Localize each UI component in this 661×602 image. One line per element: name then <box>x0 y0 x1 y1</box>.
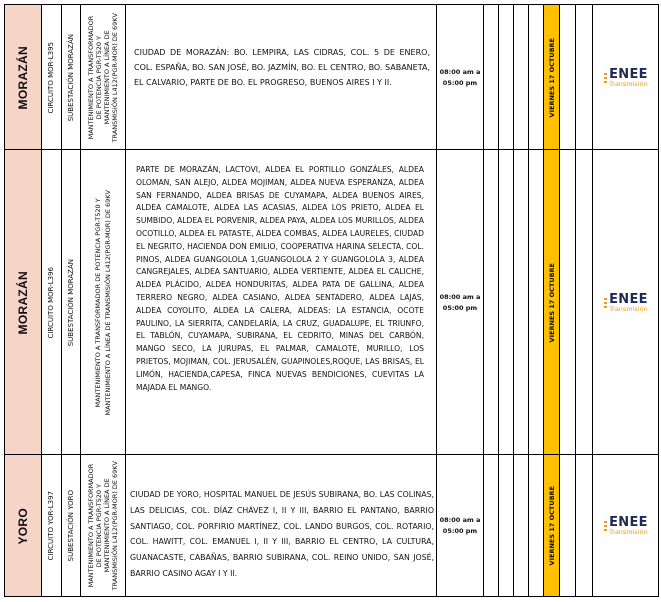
table-row <box>4 454 659 597</box>
empty-cell <box>483 5 498 150</box>
logo-name: ENEE <box>609 515 648 531</box>
date-cell <box>543 455 559 597</box>
substation-cell <box>61 150 80 455</box>
department-cell <box>4 5 41 150</box>
time-start: 08:00 am a <box>439 292 481 301</box>
work-description: MANTENIMIENTO A TRANSFORMADOR DE POTENCIA PGR-T520 Y MANTENIMIENTO A LÍNEA DE TRANSMISIÓN L412(PGR-MOR) DE 69KV <box>94 189 112 416</box>
work-cell <box>80 5 125 150</box>
empty-cell <box>513 5 528 150</box>
time-cell <box>436 455 483 597</box>
empty-cell <box>559 5 575 150</box>
empty-cell <box>528 455 543 597</box>
substation-name: SUBESTACIÓN MORAZÁN <box>66 258 75 347</box>
substation-name: SUBESTACIÓN YORO <box>66 490 75 562</box>
table-row <box>4 149 659 455</box>
affected-areas-text: PARTE DE MORAZÁN, LACTOVI, ALDEA EL PORTILLO GONZÁLES, ALDEA OLOMAN, SAN ALEJO, ALDEA MOJIMAN, ALDEA NUEVA ESPERANZA, ALDEA SAN FERNANDO, ALDEA BRISAS DE CUYAMAPA, ALDEA BUENOS AIRES, ALDEA CAMALOTE, ALDEA LAS ACASIAS, ALDEA LOS PRIETO, ALDEA EL SUMBIDO, ALDEA EL PORVENIR, ALDEA PAYA, ALDEA LOS MURILLOS, ALDEA OCOTILLO, ALDEA EL PATASTE, ALDEA COMBAS, ALDEA LAURELES, CIUDAD EL NEGRITO, HACIENDA DON EMILIO, COOPERATIVA HARINA SELECTA, COL. PINOS, ALDEA GUANGOLOLA 1,GUANGOLOLA 2 Y GUANGOLOLA 3, ALDEA CANGREJALES, ALDEA SANTUARIO, ALDEA VERTIENTE, ALDEA EL CALICHE, ALDEA PLÁCIDO, ALDEA HONDURITAS, ALDEA PATA DE GALLINA, ALDEA TERRERO NEGRO, ALDEA CASIANO, ALDEA SENTADERO, ALDEA LAJAS, ALDEA COYOLITO, ALDEA LA CALERA, ALDEAS: LA ESTANCIA, OCOTE PAULINO, LA SIERRITA, CANDELARÍA, LA CRUZ, GUADALUPE, EL TRIUNFO, EL TABLÓN, CUYAMAPA, SUBIRANA, EL CEDRITO, MINAS DEL CARBÓN, MANGO SECO, LA JURUPAS, EL PALMAR, CAMALOTE, MURILLO, LOS PRIETOS, MOJIMAN, COL. JERUSALÉN, GUAPINOLES,ROQUE, LAS BRISAS, EL LIMÓN, HACIENDA,CAPESA, FINCA NUEVAS BENDICIONES, CUEVITAS LA MAJADA EL MANGO. <box>136 165 424 392</box>
time-cell <box>436 150 483 455</box>
circuit-cell <box>41 5 61 150</box>
work-cell <box>80 455 125 597</box>
empty-cell <box>559 150 575 455</box>
empty-cell <box>513 455 528 597</box>
circuit-name: CIRCUITO MOR-L395 <box>47 41 55 114</box>
substation-cell <box>61 455 80 597</box>
logo-name: ENEE <box>609 66 648 82</box>
substation-name: SUBESTACIÓN MORAZÁN <box>66 33 75 122</box>
work-description: MANTENIMIENTO A TRANSFORMADOR DE POTENCIA PGR-T520 Y MANTENIMIENTO A LÍNEA DE TRANSMISIÓN L412(PGR-MOR) DE 69KV <box>87 461 119 591</box>
time-start: 08:00 am a <box>439 67 481 76</box>
enee-logo <box>604 293 648 313</box>
department-cell <box>4 455 41 597</box>
department-cell <box>4 150 41 455</box>
department-name: MORAZÁN <box>16 270 30 335</box>
empty-cell <box>575 455 592 597</box>
logo-subtitle: Transmisión <box>609 528 648 537</box>
affected-areas-cell <box>125 455 436 597</box>
circuit-name: CIRCUITO MOR-L396 <box>47 266 55 339</box>
logo-name: ENEE <box>609 291 648 307</box>
time-start: 08:00 am a <box>439 516 481 524</box>
date-cell <box>543 150 559 455</box>
enee-mark-icon <box>604 72 607 84</box>
enee-logo <box>604 516 648 536</box>
empty-cell <box>575 5 592 150</box>
logo-cell <box>592 5 659 150</box>
empty-cell <box>559 455 575 597</box>
logo-cell <box>592 455 659 597</box>
empty-cell <box>498 5 513 150</box>
logo-subtitle: Transmisión <box>609 304 648 313</box>
affected-areas-cell <box>125 150 436 455</box>
empty-cell <box>513 150 528 455</box>
circuit-name: CIRCUITO YOR-L397 <box>47 491 55 561</box>
empty-cell <box>498 150 513 455</box>
empty-cell <box>483 150 498 455</box>
date-label: VIERNES 17 OCTUBRE <box>547 262 556 343</box>
time-end: 05:00 pm <box>442 78 478 87</box>
affected-areas-text: CIUDAD DE YORO, HOSPITAL MANUEL DE JESÚS SUBIRANA, BO. LAS COLINAS, LAS DELICIAS, COL. DÍAZ CHÁVEZ I, II Y III, BARRIO EL PANTANO, BARRIO SANTIAGO, COL. PORFIRIO MARTÍNEZ, COL. LANDO BURGOS, COL. ROTARIO, COL. HAWITT, COL. EMANUEL I, II Y III, BARRIO EL CENTRO, LA CULTURA, GUANACASTE, CABAÑAS, BARRIO SUBIRANA, COL. REINO UNIDO, SAN JOSÉ, BARRIO CASINO AGAY I Y II. <box>130 490 434 578</box>
enee-mark-icon <box>604 520 607 532</box>
time-cell <box>436 5 483 150</box>
logo-cell <box>592 150 659 455</box>
logo-subtitle: Transmisión <box>609 79 648 88</box>
date-label: VIERNES 17 OCTUBRE <box>547 37 556 118</box>
enee-mark-icon <box>604 297 607 309</box>
empty-cell <box>483 455 498 597</box>
enee-logo <box>604 68 648 88</box>
empty-cell <box>575 150 592 455</box>
empty-cell <box>498 455 513 597</box>
time-end: 05:00 pm <box>442 303 478 312</box>
work-description: MANTENIMIENTO A TRANSFORMADOR DE POTENCIA PGR-T520 Y MANTENIMIENTO A LÍNEA DE TRANSMISIÓN L412(PGR-MOR) DE 69KV <box>87 12 119 143</box>
affected-areas-cell <box>125 5 436 150</box>
circuit-cell <box>41 455 61 597</box>
empty-cell <box>528 150 543 455</box>
empty-cell <box>528 5 543 150</box>
substation-cell <box>61 5 80 150</box>
time-end: 05:00 pm <box>442 527 478 535</box>
table-row <box>4 4 659 150</box>
department-name: MORAZÁN <box>16 45 30 110</box>
department-name: YORO <box>16 507 30 545</box>
date-label: VIERNES 17 OCTUBRE <box>547 486 556 566</box>
affected-areas-text: CIUDAD DE MORAZÁN: BO. LEMPIRA, LAS CIDRAS, COL. 5 DE ENERO, COL. ESPAÑA, BO. SAN JOSÉ, BO. JAZMÍN, BO. EL CENTRO, BO. SABANETA, EL CALVARIO, PARTE DE BO. EL PROGRESO, BUENOS AIRES I Y II. <box>134 48 430 87</box>
work-cell <box>80 150 125 455</box>
date-cell <box>543 5 559 150</box>
circuit-cell <box>41 150 61 455</box>
